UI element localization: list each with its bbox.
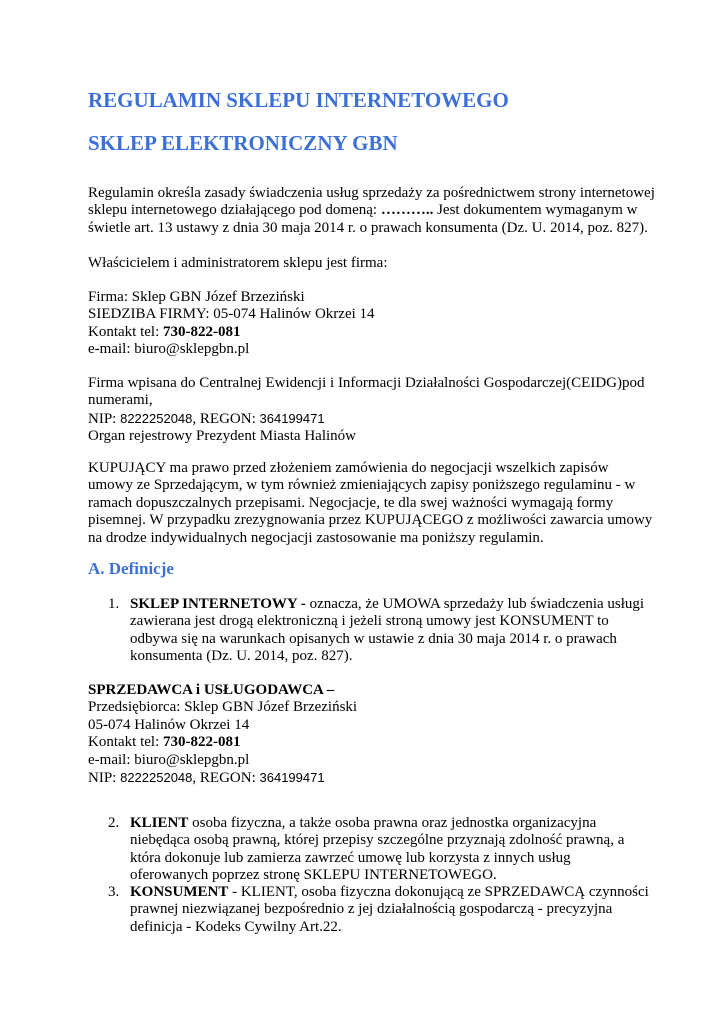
document-page: REGULAMIN SKLEPU INTERNETOWEGO SKLEP ELEKTRONICZNY GBN Regulamin określa zasady świadczenia usług sprzedaży za pośrednictwem strony internetowej sklepu internetowego działającego pod domeną: ……….. Jest dokumentem wymaganym w świetle art. 13 ustawy z dnia 30 maja 2014 r. o prawach konsumenta (Dz. U. 2014, poz. 827). Właścicielem i administratorem sklepu jest firma: Firma: Sklep GBN Józef Brzeziński SIEDZIBA FIRMY: 05-074 Halinów Okrzei 14 Kontakt tel: 730-822-081 e-mail: biuro@sklepgbn.pl Firma wpisana do Centralnej Ewidencji i Informacji Działalności Gospodarczej(CEIDG)pod numerami, NIP: 8222252048, REGON: 364199471 Organ rejestrowy Prezydent Miasta Halinów KUPUJĄCY ma prawo przed złożeniem zamówienia do negocjacji wszelkich zapisów umowy ze Sprzedającym, w tym również zmieniających zapisy poniższego regulaminu - w ramach dopuszczalnych przepisami. Negocjacje, te dla swej ważności wymagają formy pisemnej. W przypadku zrezygnowania przez KUPUJĄCEGO z możliwości zawarcia umowy na drodze indywidualnych negocjacji zastosowanie ma poniższy regulamin. A. Definicje 1. SKLEP INTERNETOWY - oznacza, że UMOWA sprzedaży lub świadczenia usługi zawierana jest drogą elektroniczną i jeżeli stroną umowy jest KONSUMENT to odbywa się na warunkach opisanych w ustawie z dnia 30 maja 2014 r. o prawach konsumenta (Dz. U. 2014, poz. 827). SPRZEDAWCA i USŁUGODAWCA – Przedsiębiorca: Sklep GBN Józef Brzeziński 05-074 Halinów Okrzei 14 Kontakt tel: 730-822-081 e-mail: biuro@sklepgbn.pl NIP: 8222252048, REGON: 364199471 2. KLIENT osoba fizyczna, a także osoba prawna oraz jednostka organizacyjna niebędąca osobą prawną, której przepisy szczególne przyznają zdolność prawną, a która dokonuje lub zamierza zawrzeć umowę lub korzysta z innych usług oferowanych poprzez stronę SKLEPU INTERNETOWEGO. 3. KONSUMENT - KLIENT, osoba fizyczna dokonującą ze SPRZEDAWCĄ czynności prawnej niezwiązanej bezpośrednio z jej działalnością gospodarczą - precyzyjna definicja - Kodeks Cywilny Art.22. xyxy=(88,88,655,935)
seller-heading: SPRZEDAWCA i USŁUGODAWCA – xyxy=(88,682,335,698)
company-phone: Kontakt tel: 730-822-081 xyxy=(88,323,241,340)
document-subtitle: SKLEP ELEKTRONICZNY GBN xyxy=(88,131,398,155)
company-seat: SIEDZIBA FIRMY: 05-074 Halinów Okrzei 14 xyxy=(88,306,375,323)
ceidg-paragraph: Firma wpisana do Centralnej Ewidencji i Informacji Działalności Gospodarczej(CEIDG)pod numerami, NIP: 8222252048, REGON: 364199471 Organ rejestrowy Prezydent Miasta Halinów xyxy=(88,375,645,445)
company-firm: Firma: Sklep GBN Józef Brzeziński xyxy=(88,289,305,305)
seller-details: SPRZEDAWCA i USŁUGODAWCA – Przedsiębiorca: Sklep GBN Józef Brzeziński 05-074 Halinów Okrzei 14 Kontakt tel: 730-822-081 e-mail: biuro@sklepgbn.pl NIP: 8222252048, REGON: 364199471 xyxy=(88,682,358,787)
seller-ids: NIP: 8222252048, REGON: 364199471 xyxy=(88,770,325,787)
intro-paragraph: Regulamin określa zasady świadczenia usług sprzedaży za pośrednictwem strony internetowej sklepu internetowego działającego pod domeną: ……….. Jest dokumentem wymaganym w świetle art. 13 ustawy z dnia 30 maja 2014 r. o prawach konsumenta (Dz. U. 2014, poz. 827). xyxy=(88,185,655,236)
company-email: e-mail: biuro@sklepgbn.pl xyxy=(88,341,250,358)
section-heading-definitions: A. Definicje xyxy=(88,559,174,578)
seller-phone: Kontakt tel: 730-822-081 xyxy=(88,734,241,751)
owner-paragraph: Właścicielem i administratorem sklepu jest firma: xyxy=(88,255,388,271)
seller-email: e-mail: biuro@sklepgbn.pl xyxy=(88,751,250,768)
negotiation-paragraph: KUPUJĄCY ma prawo przed złożeniem zamówienia do negocjacji wszelkich zapisów umowy ze Sprzedającym, w tym również zmieniających zapisy poniższego regulaminu - w ramach dopuszczalnych przepisami. Negocjacje, te dla swej ważności wymagają formy pisemnej. W przypadku zrezygnowania przez KUPUJĄCEGO z możliwości zawarcia umowy na drodze indywidualnych negocjacji zastosowanie ma poniższy regulamin. xyxy=(88,460,653,546)
document-title: REGULAMIN SKLEPU INTERNETOWEGO xyxy=(88,88,509,112)
company-details xyxy=(88,289,375,359)
ceidg-ids: NIP: 8222252048, REGON: 364199471 xyxy=(88,410,325,427)
